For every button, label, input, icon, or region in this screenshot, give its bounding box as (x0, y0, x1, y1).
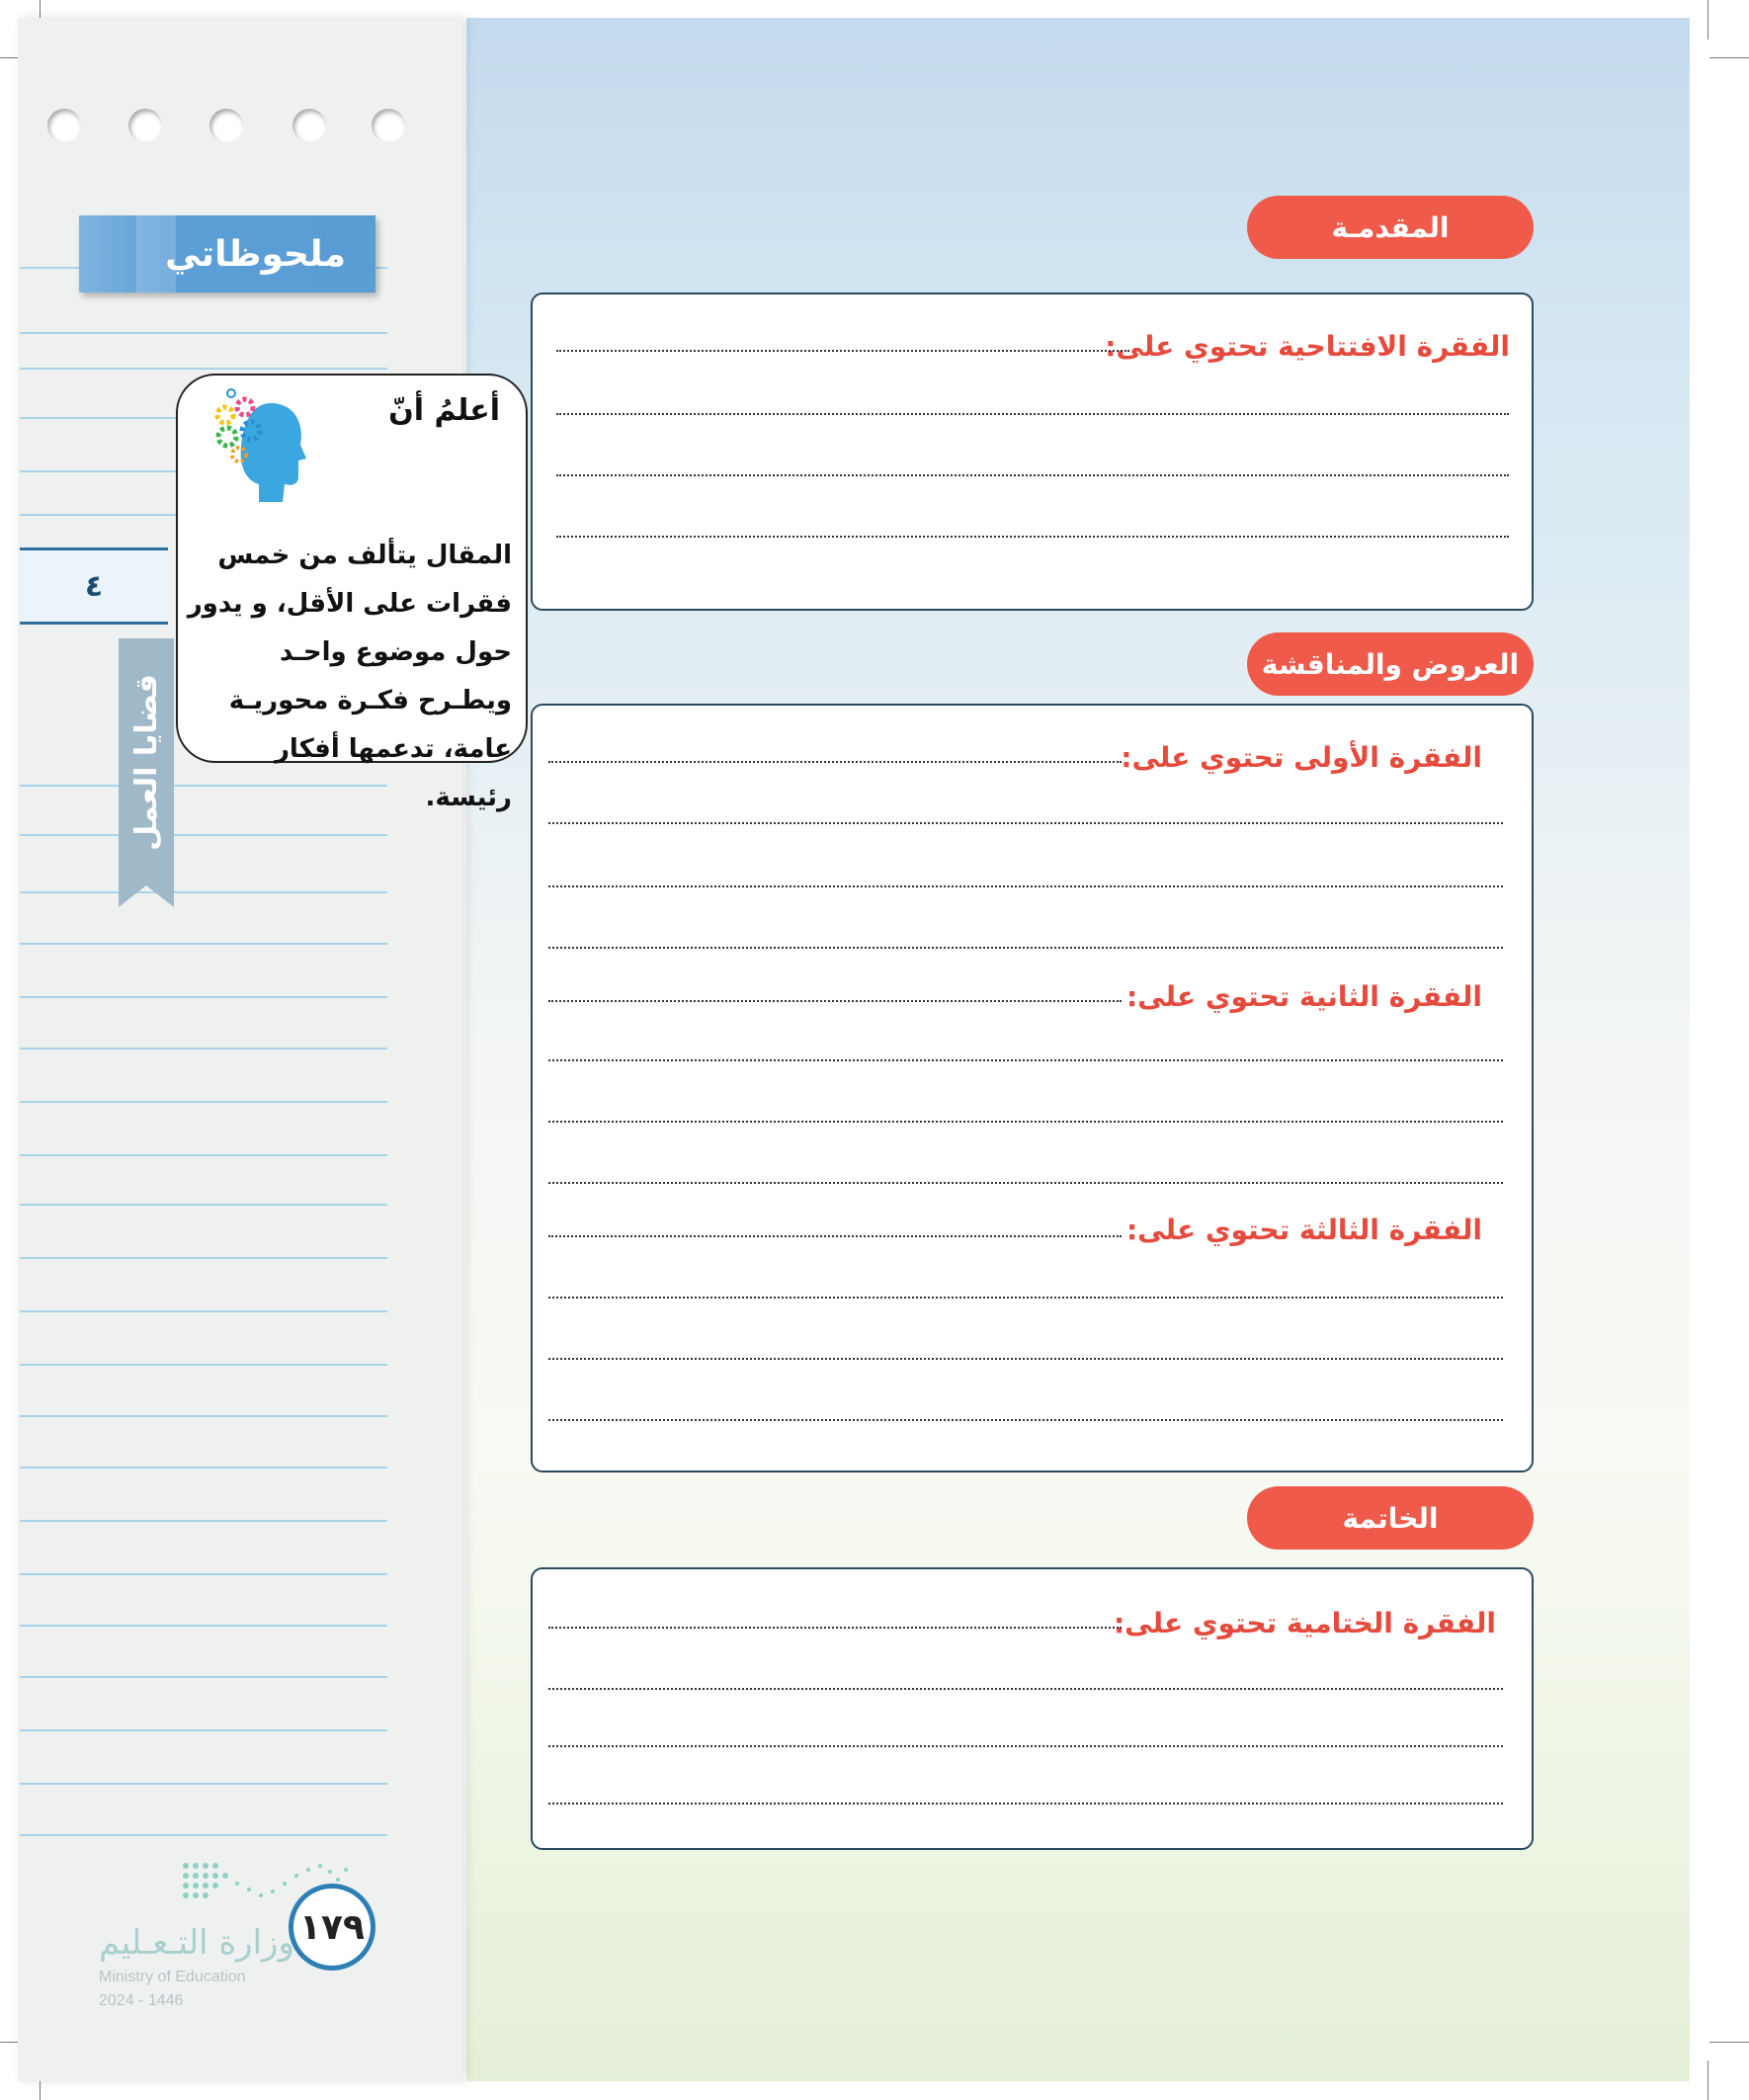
body-prompt-2: الفقرة الثانية تحتوي على: (1125, 980, 1482, 1013)
write-line[interactable] (556, 536, 1509, 538)
section-heading-text: العروض والمناقشة (1261, 647, 1520, 681)
note-rule (20, 368, 387, 370)
write-line[interactable] (548, 1121, 1503, 1123)
write-line[interactable] (556, 413, 1509, 415)
write-line[interactable] (548, 761, 1122, 763)
unit-title: قضايا العمل (128, 673, 164, 851)
write-line[interactable] (548, 1059, 1503, 1061)
note-rule (20, 1834, 387, 1836)
notes-label-text: ملحوظاتي (165, 233, 346, 275)
note-rule (20, 1364, 387, 1366)
crop-mark (1709, 57, 1749, 58)
info-callout (176, 374, 528, 812)
section-heading-text: الخاتمة (1342, 1501, 1439, 1535)
intro-box (531, 293, 1534, 611)
page-number-text: ١٧٩ (299, 1906, 365, 1948)
write-line[interactable] (548, 1182, 1503, 1184)
note-rule (20, 1154, 387, 1156)
note-rule (20, 1415, 387, 1417)
write-line[interactable] (548, 1627, 1122, 1629)
section-heading-conclusion (1247, 1486, 1534, 1550)
write-line[interactable] (548, 822, 1503, 824)
binder-hole (128, 109, 162, 142)
note-rule (20, 1625, 387, 1627)
notes-panel (18, 18, 462, 2081)
note-rule (20, 996, 387, 998)
note-rule (20, 891, 387, 893)
ministry-year: 2024 - 1446 (99, 1992, 184, 2009)
write-line[interactable] (548, 947, 1503, 949)
crop-mark (1707, 2060, 1708, 2100)
write-line[interactable] (556, 350, 1129, 352)
note-rule (20, 1257, 387, 1259)
note-rule (20, 1204, 387, 1206)
binder-hole (292, 109, 326, 142)
section-heading-intro (1247, 196, 1534, 259)
note-rule (20, 332, 387, 334)
write-line[interactable] (548, 1745, 1503, 1747)
note-rule (20, 1048, 387, 1050)
callout-title: أعلمُ أنّ (388, 393, 500, 428)
binder-hole (47, 109, 81, 142)
note-rule (20, 1676, 387, 1678)
ministry-name-en: Ministry of Education (99, 1969, 246, 1985)
write-line[interactable] (556, 474, 1509, 476)
conclusion-box (531, 1567, 1534, 1850)
body-prompt-3: الفقرة الثالثة تحتوي على: (1125, 1214, 1482, 1246)
ministry-name-ar: وزارة التـعـليم (99, 1923, 294, 1963)
unit-number: ٤ (84, 568, 104, 604)
note-rule (20, 1467, 387, 1469)
intro-prompt: الفقرة الافتتاحية تحتوي على: (1105, 330, 1510, 363)
write-line[interactable] (548, 1688, 1503, 1690)
crop-mark (1709, 2042, 1749, 2043)
section-heading-body (1247, 632, 1534, 696)
note-rule (20, 1729, 387, 1731)
note-rule (20, 1101, 387, 1103)
body-box (531, 704, 1534, 1472)
notes-label (79, 215, 375, 293)
notes-label-band (136, 215, 176, 293)
write-line[interactable] (548, 1358, 1503, 1360)
write-line[interactable] (548, 1000, 1122, 1002)
note-rule (20, 1520, 387, 1522)
body-prompt-1: الفقرة الأولى تحتوي على: (1121, 741, 1482, 774)
unit-number-tab (20, 547, 168, 625)
write-line[interactable] (548, 1803, 1503, 1805)
callout-text: المقال يتألف من خمس فقرات على الأقل، و يدور حول موضوع واحـد ويطـرح فكـرة محوريـة عامة، تدعمها أفكار رئيسة. (187, 541, 512, 812)
write-line[interactable] (548, 1235, 1122, 1237)
page-number (289, 1884, 375, 1971)
note-rule (20, 1310, 387, 1312)
binder-hole (372, 109, 405, 142)
note-rule (20, 1573, 387, 1575)
section-heading-text: المقدمـة (1331, 210, 1450, 244)
conclusion-prompt: الفقرة الختامية تحتوي على: (1113, 1607, 1496, 1639)
crop-mark (1707, 0, 1708, 40)
unit-title-ribbon (119, 638, 174, 885)
note-rule (20, 943, 387, 945)
head-gears-icon (202, 385, 310, 514)
binder-hole (209, 109, 243, 142)
write-line[interactable] (548, 1419, 1503, 1421)
note-rule (20, 834, 387, 836)
write-line[interactable] (548, 1297, 1503, 1299)
write-line[interactable] (548, 885, 1503, 887)
note-rule (20, 1783, 387, 1785)
